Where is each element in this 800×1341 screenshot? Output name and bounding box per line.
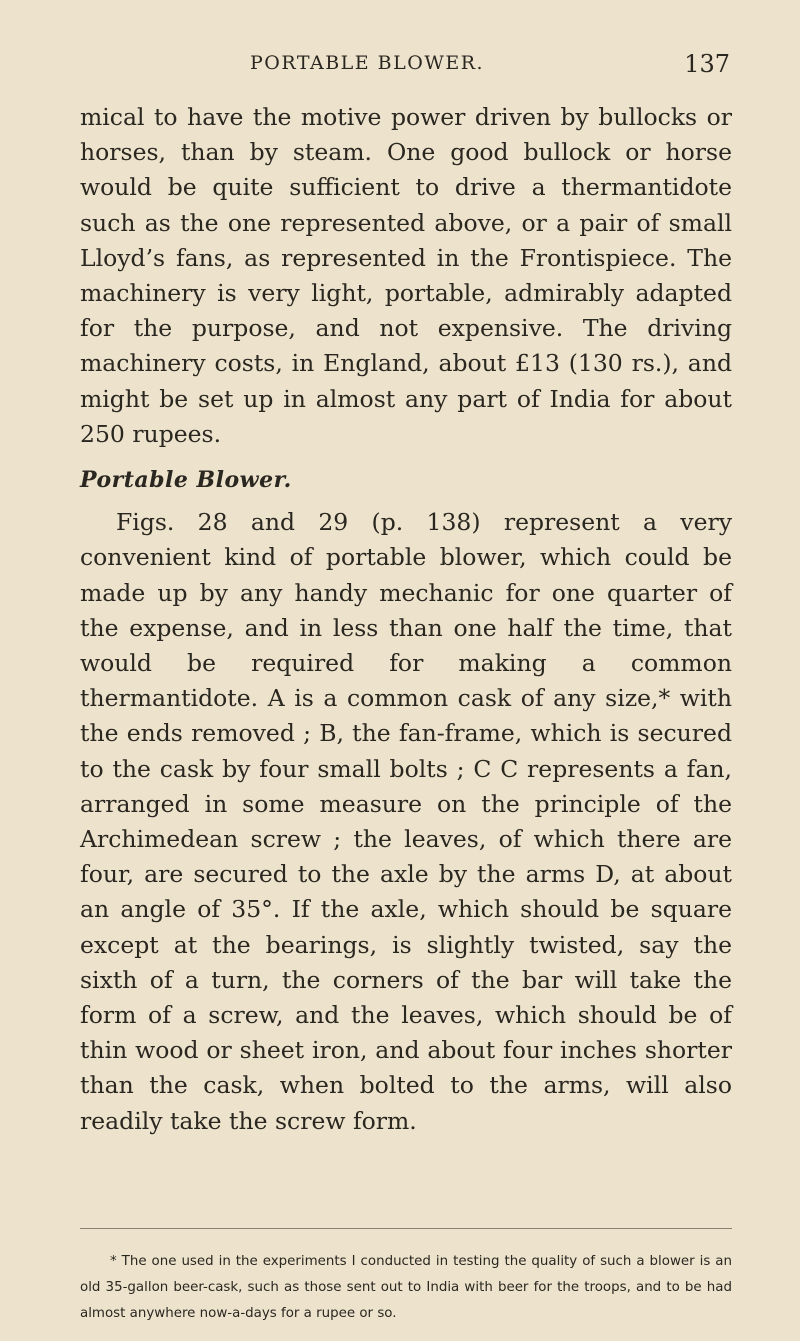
running-head [80, 52, 730, 82]
running-title: PORTABLE BLOWER. [250, 52, 485, 74]
paragraph-portable-blower: Figs. 28 and 29 (p. 138) represent a very convenient kind of portable blower, which could be made up by any handy mechanic for one quarter of the expense, and in less than one half the time, that would be required for making a common thermantidote. A is a common cask of any size,* with the ends removed ; B, the fan-frame, which is secured to the cask by four small bolts ; C C represents a fan, arranged in some measure on the principle of the Archimedean screw ; the leaves, of which there are four, are secured to the axle by the arms D, at about an angle of 35°. If the axle, which should be square except at the bearings, is slightly twisted, say the sixth of a turn, the corners of the bar will take the form of a screw, and the leaves, which should be of thin wood or sheet iron, and about four inches shorter than the cask, when bolted to the arms, will also readily take the screw form. [80, 508, 732, 1135]
footnote-divider [80, 1228, 732, 1229]
footnote: * The one used in the experiments I conducted in testing the quality of such a blower is an old 35-gallon beer-cask, such as those sent out to India with beer for the troops, and to be had almost anywhere now-a-days for a rupee or so. [80, 1254, 732, 1322]
body-text [80, 100, 732, 1139]
page-number: 137 [684, 50, 730, 78]
paragraph-continued: mical to have the motive power driven by bullocks or horses, than by steam. One good bullock or horse would be quite sufficient to drive a thermantidote such as the one represented above, or a pair of small Lloyd’s fans, as represented in the Frontispiece. The machinery is very light, portable, admirably adapted for the purpose, and not expensive. The driving machinery costs, in England, about £13 (130 rs.), and might be set up in almost any part of India for about 250 rupees. [80, 103, 732, 448]
section-heading: Portable Blower. [80, 467, 292, 494]
